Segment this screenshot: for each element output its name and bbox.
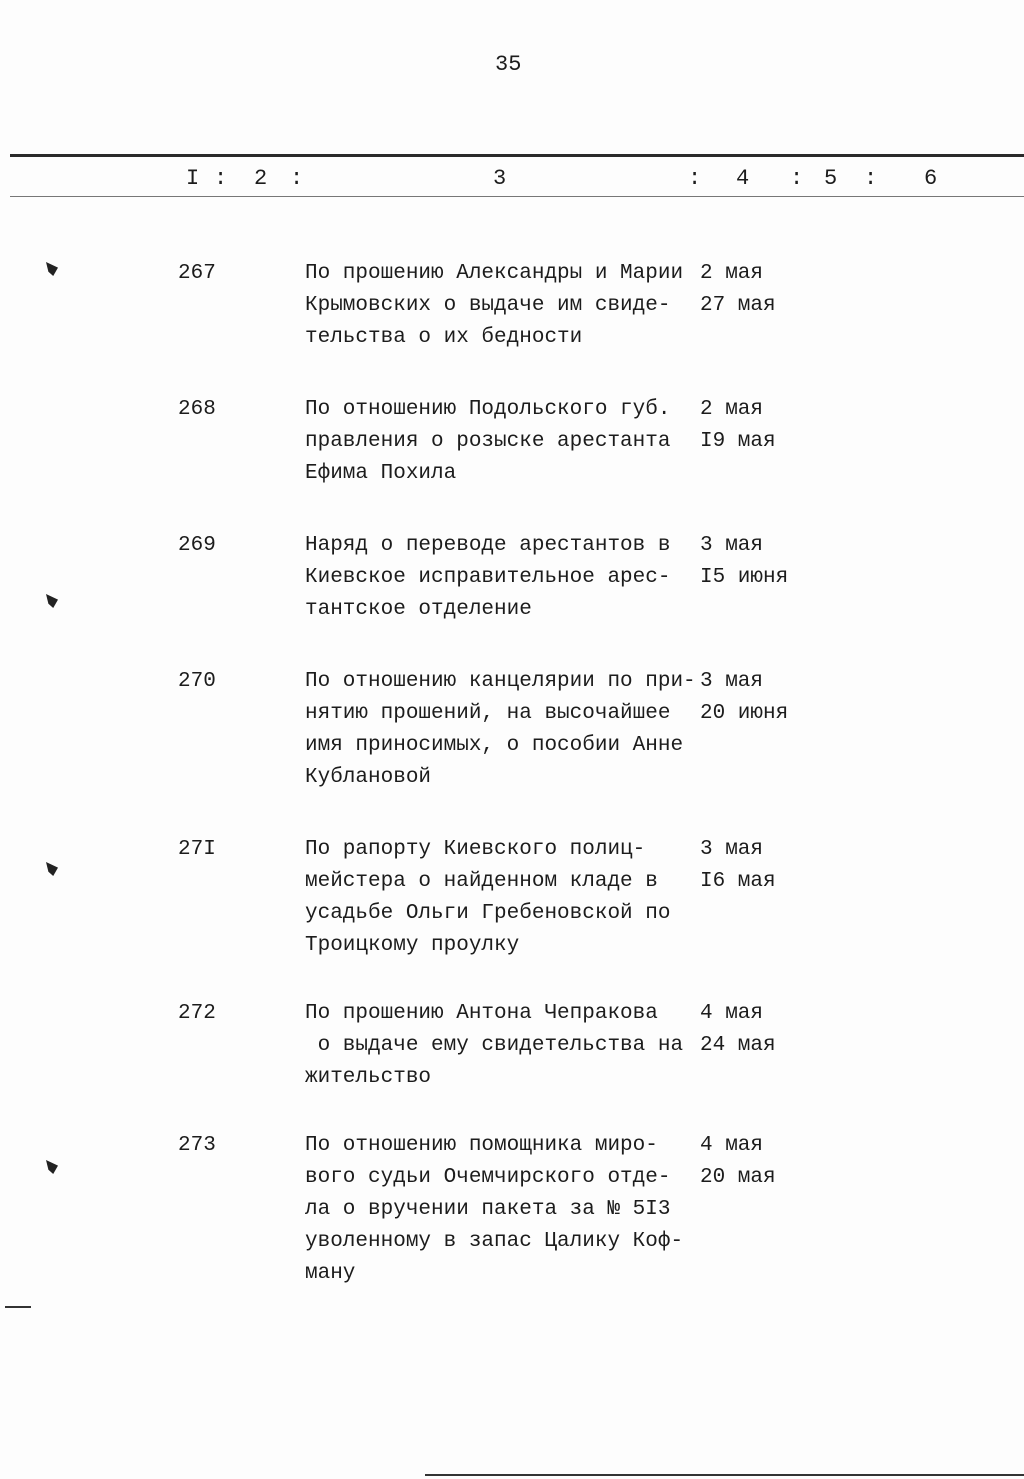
entry-number: 27I	[178, 838, 216, 861]
header-bottom-rule	[10, 196, 1024, 197]
description-line: Ефима Похила	[305, 462, 457, 485]
description-line: По рапорту Киевского полиц-	[305, 838, 646, 861]
end-date: I6 мая	[700, 870, 776, 893]
punch-mark	[46, 862, 58, 876]
margin-mark	[5, 1306, 31, 1308]
description-line: ла о вручении пакета за № 5I3	[305, 1198, 671, 1221]
page-number: 35	[495, 52, 522, 77]
punch-mark	[46, 594, 58, 608]
entry-dates	[700, 666, 788, 730]
description-line: нятию прошений, на высочайшее	[305, 702, 671, 725]
description-line: тельства о их бедности	[305, 326, 583, 349]
header-col-5: 5	[824, 166, 838, 191]
entry-number: 267	[178, 262, 216, 285]
start-date: 2 мая	[700, 398, 764, 421]
description-line: Крымовских о выдаче им свиде-	[305, 294, 671, 317]
end-date: 20 июня	[700, 702, 789, 725]
description-line: имя приносимых, о пособии Анне	[305, 734, 684, 757]
description-line: ману	[305, 1262, 356, 1285]
description-line: Троицкому проулку	[305, 934, 520, 957]
start-date: 4 мая	[700, 1134, 764, 1157]
header-col-3: 3	[493, 166, 507, 191]
entry-dates	[700, 1130, 776, 1194]
description-line: По прошению Антона Чепракова	[305, 1002, 658, 1025]
description-line: вого судьи Очемчирского отде-	[305, 1166, 671, 1189]
header-separator: :	[790, 166, 804, 191]
entry-description	[305, 1130, 683, 1290]
end-date: 20 мая	[700, 1166, 776, 1189]
header-top-rule	[10, 154, 1024, 157]
entry-description	[305, 998, 683, 1094]
description-line: По отношению канцелярии по при-	[305, 670, 696, 693]
header-col-1: I	[186, 166, 200, 191]
description-line: По отношению Подольского губ.	[305, 398, 671, 421]
description-line: тантское отделение	[305, 598, 532, 621]
description-line: мейстера о найденном кладе в	[305, 870, 658, 893]
description-line: Киевское исправительное арес-	[305, 566, 671, 589]
punch-mark	[46, 262, 58, 276]
entry-number: 268	[178, 398, 216, 421]
header-separator: :	[290, 166, 304, 191]
description-line: уволенному в запас Цалику Коф-	[305, 1230, 684, 1253]
description-line: По прошению Александры и Марии	[305, 262, 684, 285]
description-line: жительство	[305, 1066, 432, 1089]
end-date: I9 мая	[700, 430, 776, 453]
end-date: I5 июня	[700, 566, 789, 589]
header-col-4: 4	[736, 166, 750, 191]
start-date: 2 мая	[700, 262, 764, 285]
entry-number: 270	[178, 670, 216, 693]
entry-description	[305, 666, 696, 794]
entry-dates	[700, 394, 776, 458]
header-separator: :	[864, 166, 878, 191]
description-line: По отношению помощника миро-	[305, 1134, 658, 1157]
entry-description	[305, 834, 670, 962]
bottom-rule	[425, 1474, 1024, 1476]
end-date: 27 мая	[700, 294, 776, 317]
description-line: правления о розыске арестанта	[305, 430, 671, 453]
entry-dates	[700, 998, 776, 1062]
entry-number: 273	[178, 1134, 216, 1157]
entry-description	[305, 258, 683, 354]
entry-dates	[700, 258, 776, 322]
description-line: Кублановой	[305, 766, 432, 789]
description-line: усадьбе Ольги Гребеновской по	[305, 902, 671, 925]
entry-dates	[700, 834, 776, 898]
header-col-2: 2	[254, 166, 268, 191]
end-date: 24 мая	[700, 1034, 776, 1057]
description-line: о выдаче ему свидетельства на	[305, 1034, 684, 1057]
start-date: 3 мая	[700, 838, 764, 861]
entry-dates	[700, 530, 788, 594]
header-separator: :	[214, 166, 228, 191]
entry-number: 269	[178, 534, 216, 557]
entry-number: 272	[178, 1002, 216, 1025]
description-line: Наряд о переводе арестантов в	[305, 534, 671, 557]
header-separator: :	[688, 166, 702, 191]
header-col-6: 6	[924, 166, 938, 191]
start-date: 3 мая	[700, 534, 764, 557]
start-date: 3 мая	[700, 670, 764, 693]
entry-description	[305, 530, 670, 626]
punch-mark	[46, 1160, 58, 1174]
start-date: 4 мая	[700, 1002, 764, 1025]
entry-description	[305, 394, 670, 490]
